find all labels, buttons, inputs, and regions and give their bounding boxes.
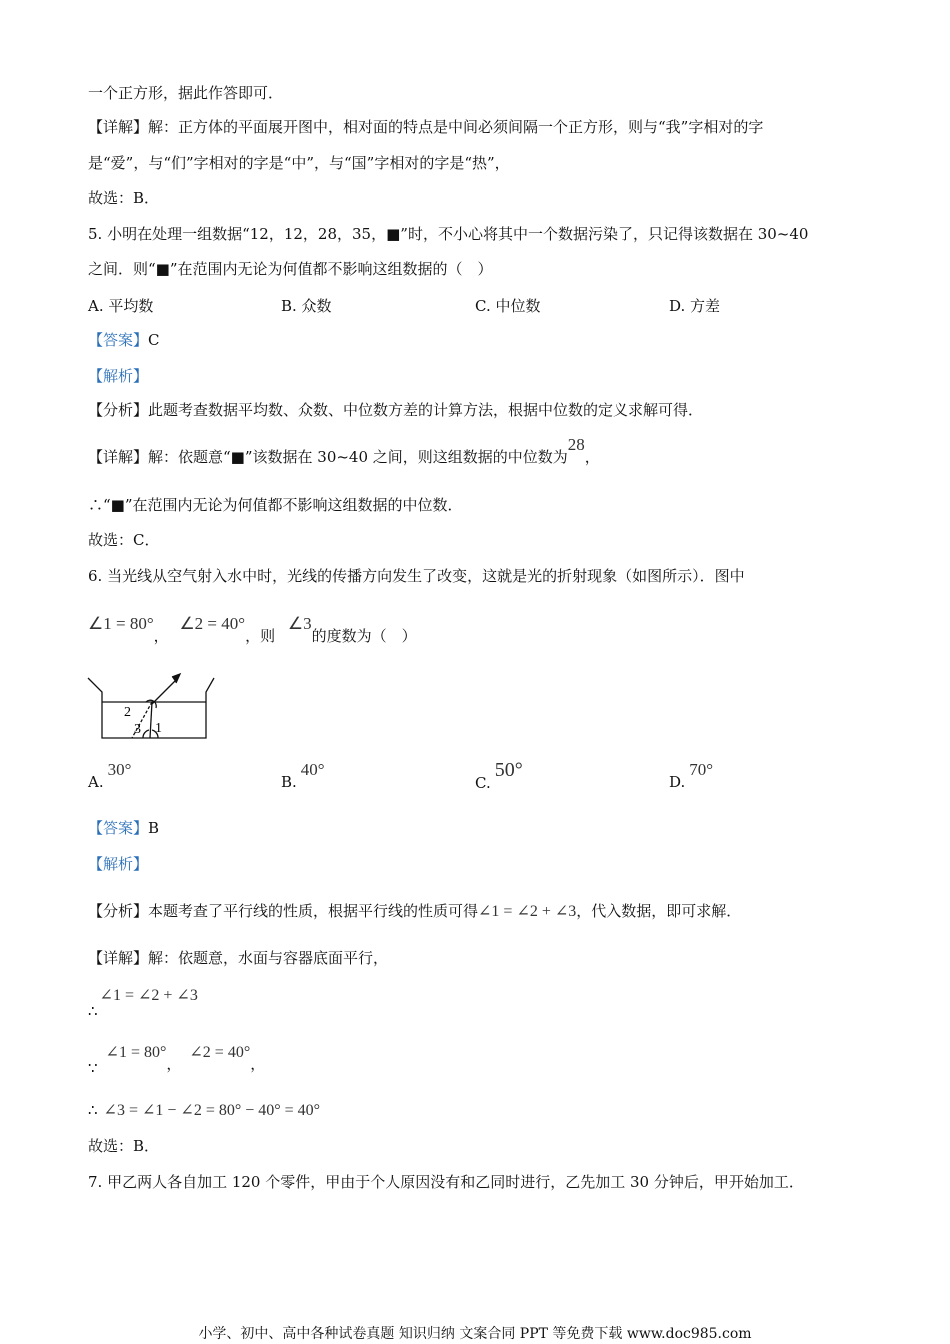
angle3-expr: ∠3 [287,614,312,633]
step-math: ∠2 = 40° [189,1044,251,1061]
text-line: 一个正方形，据此作答即可． [88,84,284,102]
detail-line: 【详解】解：依题意，水面与容器底面平行， [88,949,389,967]
option-b [281,760,325,792]
analysis-tag: 【解析】 [88,855,149,873]
page-footer: 小学、初中、高中各种试卷真题 知识归纳 文案合同 PPT 等免费下载 www.doc985.com [198,1326,752,1342]
fig-label-3: 3 [134,722,141,737]
question-7-stem: 7. 甲乙两人各自加工 120 个零件，甲由于个人原因没有和乙同时进行，乙先加工 30 分钟后，甲开始加工． [88,1173,804,1191]
answer-tag: 【答案】 [88,331,149,349]
analysis-text-post: ，代入数据，即可求解． [576,902,742,920]
median-value: 28 [567,435,585,454]
option-d [669,760,714,792]
option-letter: D. [669,773,686,791]
step-2 [88,1044,266,1077]
text-degree: 的度数为（ ） [311,627,417,645]
comma: ， [166,1055,182,1073]
fig-label-2: 2 [124,705,131,720]
analysis-math: ∠1 = ∠2 + ∠3 [478,903,577,920]
therefore-symbol: ∴ [88,1101,98,1119]
text-line: 故选：B． [88,189,160,207]
step-math: ∠1 = 80° [105,1044,167,1061]
option-a: A. 平均数 [88,297,154,315]
step-3 [88,1100,320,1121]
answer-tag: 【答案】 [88,819,149,837]
answer-line [88,330,160,350]
answer-value: C [148,331,160,349]
choice-line: 故选：B． [88,1137,160,1155]
angle2-expr: ∠2 = 40° [179,614,246,633]
analysis-tag: 【解析】 [88,367,149,385]
question-6-stem-math [88,614,417,646]
refraction-diagram [86,672,218,744]
therefore-symbol: ∴ [88,1002,98,1020]
answer-value: B [148,819,160,837]
option-letter: A. [88,773,104,791]
question-6-stem: 6. 当光线从空气射入水中时，光线的传播方向发生了改变，这就是光的折射现象（如图所示）．图中 [88,567,745,585]
option-value: 30° [107,760,132,779]
option-letter: B. [281,773,297,791]
option-value: 70° [689,760,714,779]
analysis-text-pre: 【分析】本题考查了平行线的性质，根据平行线的性质可得 [88,902,479,920]
option-value: 40° [300,760,325,779]
question-5-stem: 之间．则“■”在范围内无论为何值都不影响这组数据的（ ） [88,260,493,278]
detail-text: 【详解】解：依题意“■”该数据在 30~40 之间，则这组数据的中位数为 [88,448,568,466]
because-symbol: ∵ [88,1059,98,1077]
option-d: D. 方差 [669,297,721,315]
choice-line: 故选：C． [88,531,160,549]
comma: ， [153,627,169,645]
option-c [475,759,523,793]
conclusion-line: ∴“■”在范围内无论为何值都不影响这组数据的中位数． [88,496,463,514]
detail-line [88,435,600,467]
question-5-stem: 5. 小明在处理一组数据“12，12，28，35，■”时，不小心将其中一个数据污染了，只记得该数据在 30~40 [88,225,809,243]
comma: ， [250,1055,266,1073]
analysis-text: 【分析】此题考查数据平均数、众数、中位数方差的计算方法，根据中位数的定义求解可得． [88,401,704,419]
angle1-expr: ∠1 = 80° [88,614,154,633]
step-math: ∠1 = ∠2 + ∠3 [99,987,198,1004]
option-value: 50° [494,759,523,781]
step-math: ∠3 = ∠1 − ∠2 = 80° − 40° = 40° [103,1102,321,1119]
answer-line [88,818,159,838]
option-c: C. 中位数 [475,297,541,315]
detail-comma: ， [584,448,600,466]
fig-label-1: 1 [155,721,162,736]
text-line: 【详解】解：正方体的平面展开图中，相对面的特点是中间必须间隔一个正方形，则与“我”字相对的字 [88,118,764,136]
option-letter: C. [475,774,491,792]
analysis-text [88,901,741,922]
text-then: ，则 [245,627,276,645]
step-1 [88,987,198,1020]
option-a [88,760,132,792]
option-b: B. 众数 [281,297,332,315]
text-line: 是“爱”，与“们”字相对的字是“中”，与“国”字相对的字是“热”， [88,154,510,172]
